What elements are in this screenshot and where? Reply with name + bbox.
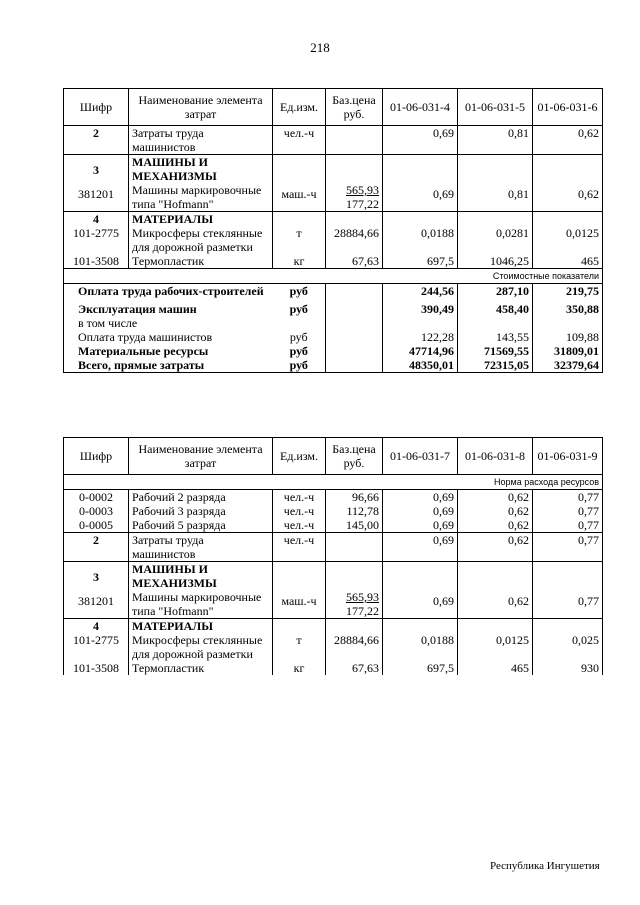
col-header-code: Шифр [64,89,129,126]
col-header-price: Баз.цена руб. [326,438,383,475]
resource-norm-label: Норма расхода ресурсов [64,475,603,490]
table-row: 101-2775 Микросферы стеклянные для дорожной разметки т 28884,66 0,0188 0,0281 0,0125 [64,226,603,254]
col-header-rate-2: 01-06-031-8 [458,438,533,475]
summary-row: Оплата труда машинистов руб 122,28 143,55 109,88 [64,330,603,344]
col-header-rate-2: 01-06-031-5 [458,89,533,126]
table-row: 101-3508 Термопластик кг 67,63 697,5 465 930 [64,661,603,675]
section-row: 3 МАШИНЫ И МЕХАНИЗМЫ [64,155,603,184]
col-header-price: Баз.цена руб. [326,89,383,126]
table-row: 0-0003 Рабочий 3 разряда чел.-ч 112,78 0,69 0,62 0,77 [64,504,603,518]
price-bottom: 177,22 [346,604,379,618]
section-row: 4 МАТЕРИАЛЫ [64,212,603,227]
col-header-name: Наименование элемента затрат [129,89,273,126]
page-number: 218 [310,40,330,55]
footer-region-label: Республика Ингушетия [490,860,600,872]
resource-table-2 [63,437,603,675]
col-header-unit: Ед.изм. [273,89,326,126]
table-row: 101-2775 Микросферы стеклянные для дорожной разметки т 28884,66 0,0188 0,0125 0,025 [64,633,603,661]
section-label-row [64,475,603,490]
table-header-row [64,438,603,475]
table-row: 2 Затраты труда машинистов чел.-ч 0,69 0,81 0,62 [64,126,603,155]
resource-table-1 [63,88,603,373]
table-row: 0-0002 Рабочий 2 разряда чел.-ч 96,66 0,69 0,62 0,77 [64,490,603,505]
price-top: 565,93 [346,590,379,604]
summary-row: Эксплуатация машин руб 390,49 458,40 350,88 [64,298,603,316]
table-header-row [64,89,603,126]
summary-row: в том числе [64,316,603,330]
table-row: 381201 Машины маркировочные типа "Hofmann" маш.-ч 565,93 177,22 0,69 0,62 0,77 [64,590,603,619]
table-row: 2 Затраты труда машинистов чел.-ч 0,69 0,62 0,77 [64,533,603,562]
table-row: 101-3508 Термопластик кг 67,63 697,5 1046,25 465 [64,254,603,269]
col-header-rate-3: 01-06-031-9 [533,438,603,475]
col-header-name: Наименование элемента затрат [129,438,273,475]
col-header-unit: Ед.изм. [273,438,326,475]
col-header-rate-3: 01-06-031-6 [533,89,603,126]
section-row: 3 МАШИНЫ И МЕХАНИЗМЫ [64,562,603,591]
summary-row: Оплата труда рабочих-строителей руб 244,56 287,10 219,75 [64,284,603,299]
table-row: 381201 Машины маркировочные типа "Hofmann" маш.-ч 565,93 177,22 0,69 0,81 0,62 [64,183,603,212]
summary-row: Всего, прямые затраты руб 48350,01 72315,05 32379,64 [64,358,603,373]
summary-row: Материальные ресурсы руб 47714,96 71569,55 31809,01 [64,344,603,358]
cost-indicators-label: Стоимостные показатели [64,269,603,284]
section-label-row [64,269,603,284]
price-top: 565,93 [346,183,379,197]
table-row: 0-0005 Рабочий 5 разряда чел.-ч 145,00 0,69 0,62 0,77 [64,518,603,533]
col-header-rate-1: 01-06-031-4 [383,89,458,126]
col-header-rate-1: 01-06-031-7 [383,438,458,475]
section-row: 4 МАТЕРИАЛЫ [64,619,603,634]
col-header-code: Шифр [64,438,129,475]
price-bottom: 177,22 [346,197,379,211]
